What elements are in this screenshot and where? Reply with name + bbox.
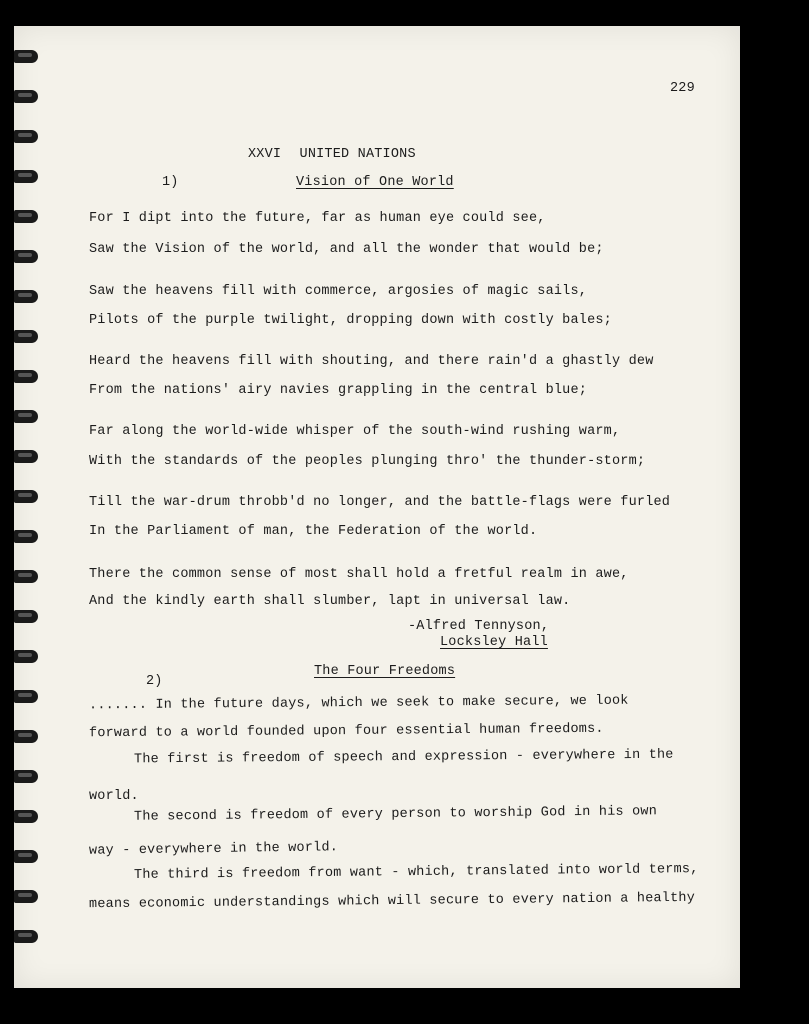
poem-line: Heard the heavens fill with shouting, and there rain'd a ghastly dew (89, 354, 654, 369)
section-number: 2) (146, 674, 163, 689)
poem-line: Saw the heavens fill with commerce, argosies of magic sails, (89, 284, 588, 299)
poem-line: Pilots of the purple twilight, dropping down with costly bales; (89, 313, 612, 328)
spiral-binding (14, 90, 38, 103)
poem-line: In the Parliament of man, the Federation of the world. (89, 524, 538, 539)
spiral-binding (14, 290, 38, 303)
spiral-binding (14, 730, 38, 743)
spiral-binding (14, 50, 38, 63)
poem-line: With the standards of the peoples plunging thro' the thunder-storm; (89, 454, 646, 469)
poem-line: Till the war-drum throbb'd no longer, and the battle-flags were furled (89, 495, 671, 510)
spiral-binding (14, 850, 38, 863)
spiral-binding (14, 170, 38, 183)
attribution-work: Locksley Hall (440, 635, 548, 650)
spiral-binding (14, 890, 38, 903)
chapter-heading (248, 147, 416, 162)
spiral-binding (14, 130, 38, 143)
spiral-binding (14, 690, 38, 703)
spiral-binding (14, 810, 38, 823)
poem-line: For I dipt into the future, far as human eye could see, (89, 211, 546, 226)
chapter-title: UNITED NATIONS (299, 147, 416, 162)
poem-line: And the kindly earth shall slumber, lapt in universal law. (89, 594, 571, 609)
text-line: ....... In the future days, which we seek to make secure, we look (88, 693, 629, 714)
section-title: The Four Freedoms (314, 664, 456, 679)
spiral-binding (14, 530, 38, 543)
section-number: 1) (162, 175, 179, 190)
text-line: forward to a world founded upon four essential human freedoms. (88, 721, 604, 742)
spiral-binding (14, 770, 38, 783)
page-number: 229 (670, 81, 695, 96)
spiral-binding (14, 490, 38, 503)
spiral-binding (14, 250, 38, 263)
section-title: Vision of One World (296, 175, 454, 190)
spiral-binding (14, 570, 38, 583)
text-line: means economic understandings which will secure to every nation a healthy (88, 890, 696, 913)
spiral-binding (14, 450, 38, 463)
poem-line: There the common sense of most shall hold a fretful realm in awe, (89, 567, 629, 582)
spiral-binding (14, 610, 38, 623)
spiral-binding (14, 650, 38, 663)
spiral-binding (14, 930, 38, 943)
book-page (14, 26, 740, 988)
poem-line: Saw the Vision of the world, and all the wonder that would be; (89, 242, 604, 257)
poem-line: From the nations' airy navies grappling in the central blue; (89, 383, 588, 398)
text-line: world. (89, 789, 139, 804)
spiral-binding (14, 330, 38, 343)
chapter-number: XXVI (248, 147, 282, 162)
text-line: The first is freedom of speech and expression - everywhere in the (133, 747, 674, 768)
spiral-binding (14, 210, 38, 223)
attribution-author: -Alfred Tennyson, (408, 619, 550, 634)
spiral-binding (14, 370, 38, 383)
text-line: way - everywhere in the world. (88, 840, 339, 859)
text-line: The third is freedom from want - which, translated into world terms, (133, 862, 699, 883)
text-line: The second is freedom of every person to worship God in his own (133, 804, 658, 825)
poem-line: Far along the world-wide whisper of the south-wind rushing warm, (89, 424, 621, 439)
spiral-binding (14, 410, 38, 423)
